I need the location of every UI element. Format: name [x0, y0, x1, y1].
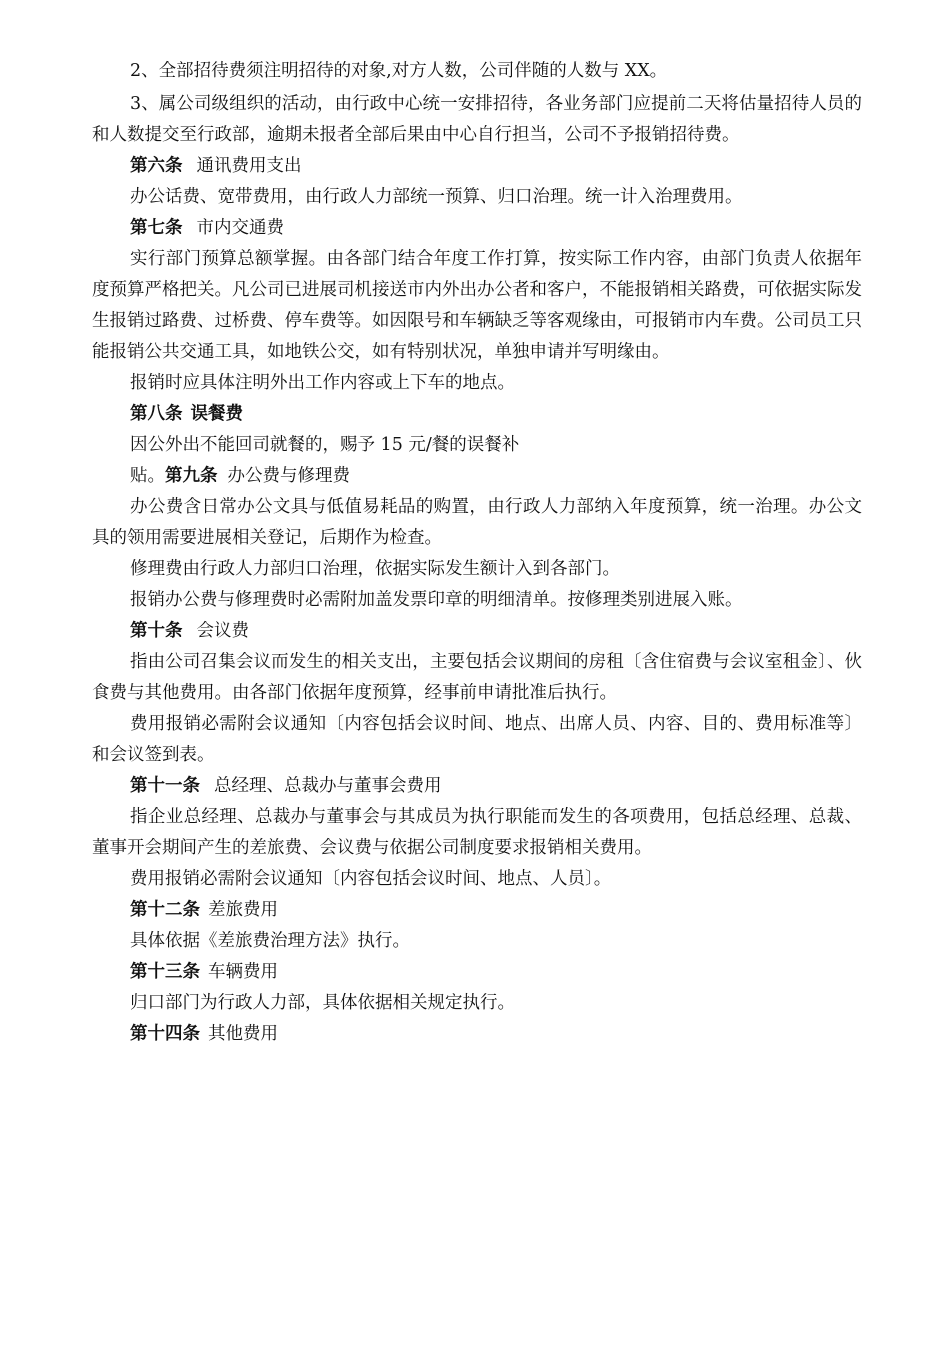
article-title: 办公费与修理费 [227, 466, 350, 486]
article-number: 第六条 [130, 156, 183, 176]
paragraph: 修理费由行政人力部归口治理，依据实际发生额计入到各部门。 [130, 559, 620, 579]
article-number: 第九条 [165, 466, 218, 486]
article-number: 第七条 [130, 218, 183, 238]
article-number: 第十条 [130, 621, 183, 641]
article-heading [92, 895, 862, 926]
article-number: 第十一条 [130, 776, 200, 796]
article-heading [92, 616, 862, 647]
paragraph: 实行部门预算总额掌握。由各部门结合年度工作打算，按实际工作内容，由部门负责人依据年度预算严格把关。凡公司已进展司机接送市内外出办公者和客户，不能报销相关路费，可依据实际发生报销过路费、过桥费、停车费等。如因限号和车辆缺乏等客观缘由，可报销市内车费。公司员工只能报销公共交通工具，如地铁公交，如有特别状况，单独申请并写明缘由。 [92, 249, 862, 362]
paragraph: 归口部门为行政人力部，具体依据相关规定执行。 [130, 993, 515, 1013]
article-number: 第十三条 [130, 962, 200, 982]
paragraph: 费用报销必需附会议通知〔内容包括会议时间、地点、人员〕。 [130, 869, 612, 889]
paragraph: 3、属公司级组织的活动，由行政中心统一安排招待，各业务部门应提前二天将估量招待人员的和人数提交至行政部，逾期未报者全部后果由中心自行担当，公司不予报销招待费。 [92, 94, 862, 145]
article-number: 第十四条 [130, 1024, 200, 1044]
article-title: 差旅费用 [208, 900, 278, 920]
paragraph: 报销办公费与修理费时必需附加盖发票印章的明细清单。按修理类别进展入账。 [130, 590, 743, 610]
paragraph: 办公话费、宽带费用，由行政人力部统一预算、归口治理。统一计入治理费用。 [130, 187, 743, 207]
paragraph: 报销时应具体注明外出工作内容或上下车的地点。 [130, 373, 515, 393]
article-heading [92, 151, 862, 182]
article-title: 其他费用 [208, 1024, 278, 1044]
paragraph: 指企业总经理、总裁办与董事会与其成员为执行职能而发生的各项费用，包括总经理、总裁、董事开会期间产生的差旅费、会议费与依据公司制度要求报销相关费用。 [92, 807, 862, 858]
paragraph: 2、全部招待费须注明招待的对象,对方人数，公司伴随的人数与 XX。 [130, 61, 668, 81]
paragraph: 办公费含日常办公文具与低值易耗品的购置，由行政人力部纳入年度预算，统一治理。办公文具的领用需要进展相关登记，后期作为检查。 [92, 497, 862, 548]
article-heading [92, 399, 862, 430]
article-heading [92, 1019, 862, 1050]
paragraph: 具体依据《差旅费治理方法》执行。 [130, 931, 410, 951]
paragraph: 费用报销必需附会议通知〔内容包括会议时间、地点、出席人员、内容、目的、费用标准等〕和会议签到表。 [92, 714, 862, 765]
paragraph-with-heading [92, 461, 862, 492]
article-number: 第十二条 [130, 900, 200, 920]
article-title: 通讯费用支出 [196, 156, 302, 176]
article-heading [92, 957, 862, 988]
article-heading [92, 771, 862, 802]
document-page [92, 56, 862, 1050]
paragraph: 指由公司召集会议而发生的相关支出，主要包括会议期间的房租〔含住宿费与会议室租金〕、伙食费与其他费用。由各部门依据年度预算，经事前申请批准后执行。 [92, 652, 862, 703]
article-title: 误餐费 [190, 404, 243, 424]
article-heading [92, 213, 862, 244]
article-title: 市内交通费 [196, 218, 284, 238]
paragraph: 因公外出不能回司就餐的，赐予 15 元/餐的误餐补 [130, 435, 520, 455]
article-title: 会议费 [196, 621, 249, 641]
article-title: 车辆费用 [208, 962, 278, 982]
paragraph-lead: 贴。 [130, 466, 165, 486]
article-title: 总经理、总裁办与董事会费用 [214, 776, 442, 796]
article-number: 第八条 [130, 404, 183, 424]
